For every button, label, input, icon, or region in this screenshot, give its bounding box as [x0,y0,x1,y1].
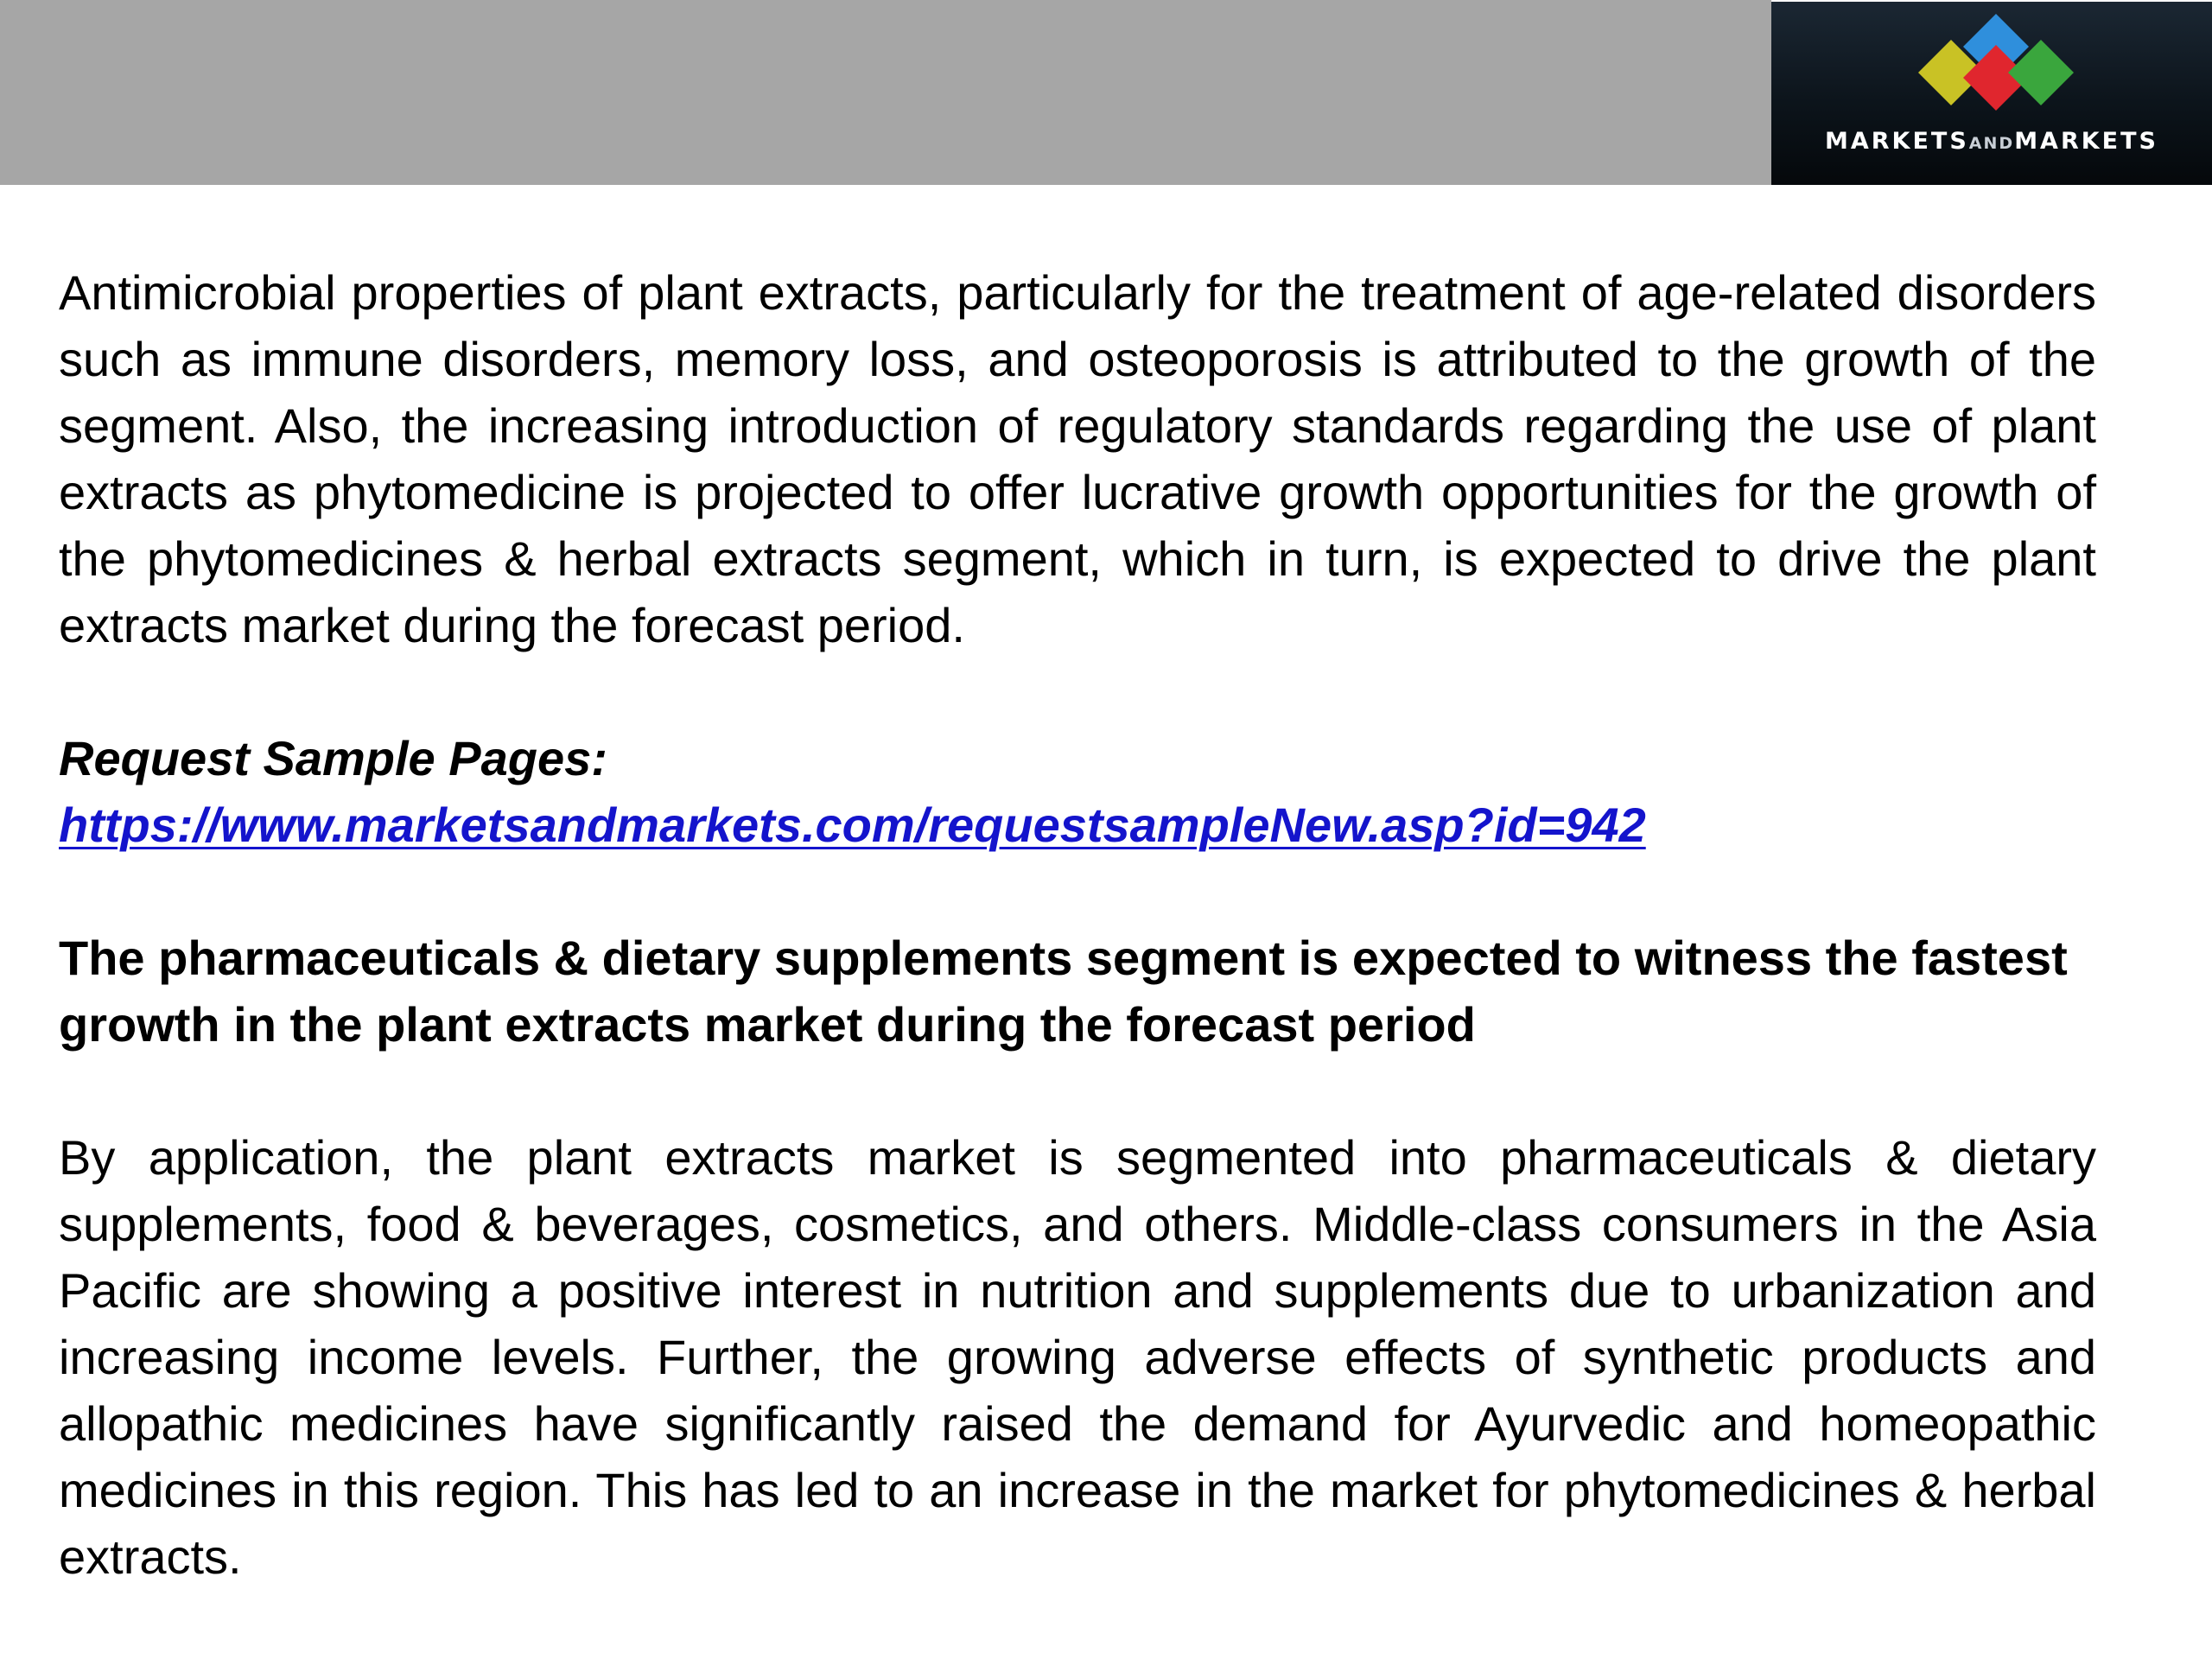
marketsandmarkets-logo[interactable] [1771,2,2212,185]
spacer [59,658,2096,725]
spacer [59,858,2096,925]
paragraph-by-application: By application, the plant extracts market is segmented into pharmaceuticals & dietary supplements, food & beverages, cosmetics, and others. Middle-class consumers in the Asia Pacific are showing a positive interest in nutrition and supplements due to urbanization and increasing income levels. Further, the growing adverse effects of synthetic products and allopathic medicines have significantly raised the demand for Ayurvedic and homeopathic medicines in this region. This has led to an increase in the market for phytomedicines & herbal extracts. [59,1130,2096,1584]
request-sample-label: Request Sample Pages: [59,731,607,785]
spacer [59,1058,2096,1124]
request-sample-link-line [59,791,2096,858]
request-sample-link[interactable]: https://www.marketsandmarkets.com/requestsampleNew.asp?id=942 [59,798,1646,852]
logo-text-and: AND [1968,134,2015,153]
header-band [0,0,1771,185]
section-heading: The pharmaceuticals & dietary supplements segment is expected to witness the fastest growth in the plant extracts market during the forecast period [59,931,2068,1052]
paragraph-antimicrobial: Antimicrobial properties of plant extracts, particularly for the treatment of age-related disorders such as immune disorders, memory loss, and osteoporosis is attributed to the growth of the segment. Also, the increasing introduction of regulatory standards regarding the use of plant extracts as phytomedicine is projected to offer lucrative growth opportunities for the growth of the phytomedicines & herbal extracts segment, which in turn, is expected to drive the plant extracts market during the forecast period. [59,265,2096,652]
document-body [59,259,2096,1590]
logo-text-markets-1: MARKETS [1825,128,1969,155]
logo-wordmark [1771,128,2212,155]
logo-text-markets-2: MARKETS [2014,128,2158,155]
logo-diamonds-icon [1892,10,2100,123]
